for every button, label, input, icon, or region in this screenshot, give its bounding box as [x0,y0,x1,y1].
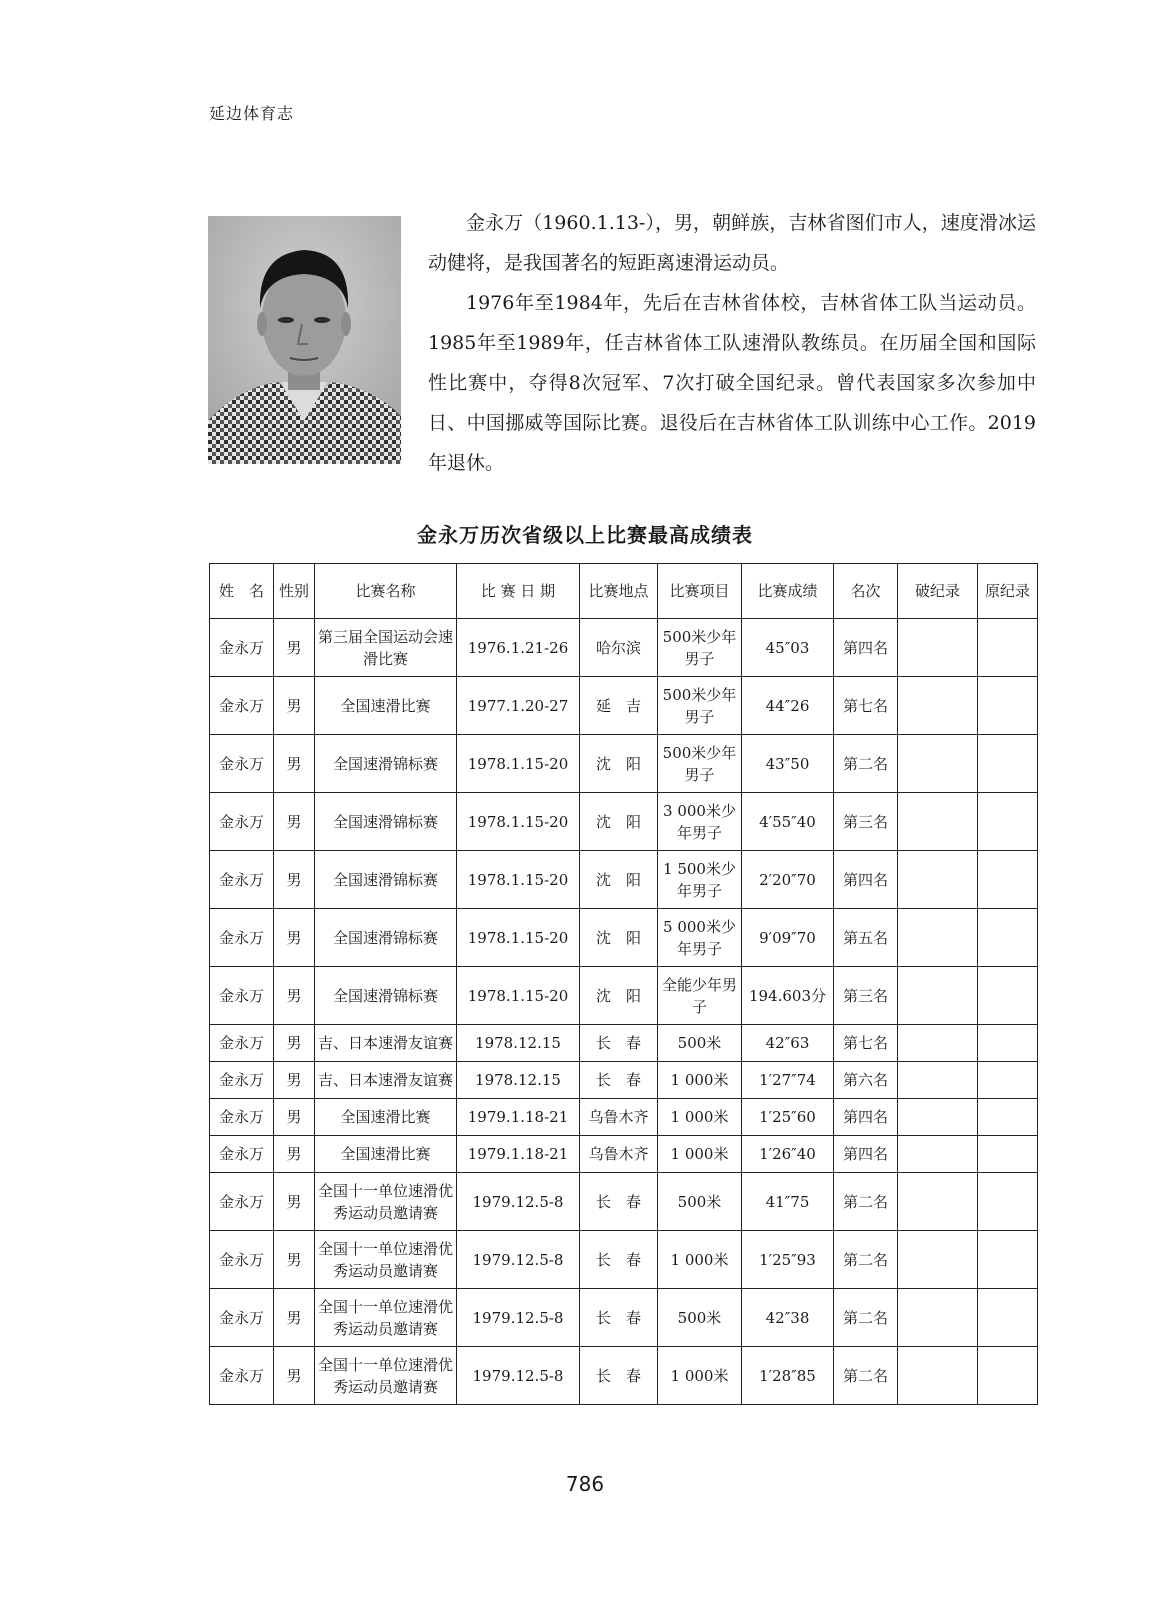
cell-result: 44″26 [742,677,834,735]
cell-competition: 全国速滑锦标赛 [315,793,457,851]
cell-broken-record [898,1136,978,1173]
header-gender: 性别 [274,564,315,619]
cell-rank: 第五名 [834,909,898,967]
cell-event: 1 000米 [658,1062,742,1099]
cell-competition: 吉、日本速滑友谊赛 [315,1025,457,1062]
cell-broken-record [898,851,978,909]
cell-result: 1′25″93 [742,1231,834,1289]
results-table [209,563,1038,1405]
cell-name: 金永万 [210,1289,274,1347]
cell-date: 1976.1.21-26 [457,619,580,677]
cell-event: 全能少年男子 [658,967,742,1025]
cell-result: 1′28″85 [742,1347,834,1405]
cell-name: 金永万 [210,793,274,851]
header-original-record: 原纪录 [978,564,1038,619]
cell-rank: 第二名 [834,1231,898,1289]
cell-gender: 男 [274,735,315,793]
page-number: 786 [565,1472,605,1496]
cell-broken-record [898,909,978,967]
cell-venue: 长 春 [580,1062,658,1099]
header-venue: 比赛地点 [580,564,658,619]
cell-original-record [978,619,1038,677]
cell-broken-record [898,1062,978,1099]
cell-venue: 沈 阳 [580,909,658,967]
cell-result: 9′09″70 [742,909,834,967]
table-row [210,619,1038,677]
cell-rank: 第四名 [834,619,898,677]
table-row [210,1347,1038,1405]
cell-original-record [978,851,1038,909]
running-header: 延边体育志 [209,104,295,123]
cell-date: 1979.12.5-8 [457,1231,580,1289]
portrait-photo [208,216,401,464]
cell-original-record [978,967,1038,1025]
table-row [210,1062,1038,1099]
cell-rank: 第三名 [834,793,898,851]
bio-paragraph: 金永万（1960.1.13-），男，朝鲜族，吉林省图们市人，速度滑冰运动健将，是我国著名的短距离速滑运动员。 [428,212,1036,274]
cell-gender: 男 [274,677,315,735]
header-competition: 比赛名称 [315,564,457,619]
cell-venue: 沈 阳 [580,851,658,909]
cell-event: 1 000米 [658,1099,742,1136]
cell-result: 42″63 [742,1025,834,1062]
table-row [210,1289,1038,1347]
cell-result: 4′55″40 [742,793,834,851]
cell-competition: 全国速滑锦标赛 [315,851,457,909]
header-broken-record: 破纪录 [898,564,978,619]
cell-competition: 全国十一单位速滑优秀运动员邀请赛 [315,1231,457,1289]
table-header-row [210,564,1038,619]
biography [428,203,1036,483]
table-row [210,909,1038,967]
table-row [210,677,1038,735]
cell-original-record [978,735,1038,793]
cell-date: 1979.1.18-21 [457,1136,580,1173]
cell-broken-record [898,677,978,735]
cell-name: 金永万 [210,735,274,793]
cell-name: 金永万 [210,1136,274,1173]
table-row [210,967,1038,1025]
cell-venue: 延 吉 [580,677,658,735]
cell-date: 1979.12.5-8 [457,1289,580,1347]
table-row [210,735,1038,793]
cell-name: 金永万 [210,1173,274,1231]
cell-event: 1 000米 [658,1136,742,1173]
cell-broken-record [898,967,978,1025]
cell-venue: 乌鲁木齐 [580,1136,658,1173]
cell-event: 500米少年男子 [658,677,742,735]
cell-name: 金永万 [210,1347,274,1405]
cell-original-record [978,1347,1038,1405]
cell-competition: 全国速滑锦标赛 [315,735,457,793]
header-date: 比 赛 日 期 [457,564,580,619]
cell-rank: 第二名 [834,1173,898,1231]
cell-gender: 男 [274,1062,315,1099]
cell-competition: 全国十一单位速滑优秀运动员邀请赛 [315,1173,457,1231]
cell-broken-record [898,1347,978,1405]
cell-rank: 第四名 [834,1099,898,1136]
cell-rank: 第四名 [834,851,898,909]
cell-rank: 第七名 [834,1025,898,1062]
cell-date: 1978.1.15-20 [457,851,580,909]
cell-date: 1978.12.15 [457,1025,580,1062]
cell-date: 1979.12.5-8 [457,1173,580,1231]
cell-event: 1 000米 [658,1231,742,1289]
cell-competition: 第三届全国运动会速滑比赛 [315,619,457,677]
cell-gender: 男 [274,1347,315,1405]
cell-broken-record [898,735,978,793]
cell-original-record [978,1289,1038,1347]
cell-gender: 男 [274,1173,315,1231]
cell-venue: 乌鲁木齐 [580,1099,658,1136]
cell-rank: 第七名 [834,677,898,735]
cell-original-record [978,1099,1038,1136]
cell-date: 1977.1.20-27 [457,677,580,735]
cell-date: 1978.1.15-20 [457,967,580,1025]
table-row [210,1173,1038,1231]
cell-name: 金永万 [210,1062,274,1099]
cell-name: 金永万 [210,677,274,735]
cell-original-record [978,1025,1038,1062]
cell-date: 1978.1.15-20 [457,793,580,851]
cell-gender: 男 [274,967,315,1025]
cell-event: 3 000米少年男子 [658,793,742,851]
cell-rank: 第四名 [834,1136,898,1173]
cell-original-record [978,793,1038,851]
bio-paragraph: 1976年至1984年，先后在吉林省体校，吉林省体工队当运动员。1985年至1989年，任吉林省体工队速滑队教练员。在历届全国和国际性比赛中，夺得8次冠军、7次打破全国纪录。曾代表国家多次参加中日、中国挪威等国际比赛。退役后在吉林省体工队训练中心工作。2019年退休。 [428,292,1036,474]
cell-broken-record [898,1025,978,1062]
cell-rank: 第二名 [834,735,898,793]
cell-original-record [978,909,1038,967]
cell-rank: 第二名 [834,1289,898,1347]
cell-original-record [978,1173,1038,1231]
cell-name: 金永万 [210,909,274,967]
cell-name: 金永万 [210,1025,274,1062]
cell-rank: 第六名 [834,1062,898,1099]
cell-broken-record [898,1231,978,1289]
cell-competition: 全国速滑比赛 [315,1099,457,1136]
cell-competition: 全国速滑锦标赛 [315,909,457,967]
cell-event: 1 500米少年男子 [658,851,742,909]
cell-venue: 哈尔滨 [580,619,658,677]
header-rank: 名次 [834,564,898,619]
cell-date: 1979.12.5-8 [457,1347,580,1405]
cell-competition: 全国十一单位速滑优秀运动员邀请赛 [315,1289,457,1347]
cell-event: 500米 [658,1289,742,1347]
cell-gender: 男 [274,851,315,909]
cell-event: 5 000米少年男子 [658,909,742,967]
cell-broken-record [898,1173,978,1231]
cell-result: 1′26″40 [742,1136,834,1173]
cell-venue: 长 春 [580,1231,658,1289]
cell-gender: 男 [274,1025,315,1062]
table-row [210,1099,1038,1136]
cell-date: 1978.12.15 [457,1062,580,1099]
cell-broken-record [898,1289,978,1347]
cell-name: 金永万 [210,619,274,677]
cell-event: 500米少年男子 [658,619,742,677]
table-title: 金永万历次省级以上比赛最高成绩表 [417,523,753,547]
cell-gender: 男 [274,1136,315,1173]
cell-competition: 全国速滑锦标赛 [315,967,457,1025]
cell-broken-record [898,793,978,851]
cell-venue: 长 春 [580,1347,658,1405]
cell-original-record [978,677,1038,735]
cell-result: 2′20″70 [742,851,834,909]
cell-broken-record [898,619,978,677]
header-name: 姓 名 [210,564,274,619]
cell-venue: 沈 阳 [580,793,658,851]
cell-competition: 全国速滑比赛 [315,1136,457,1173]
cell-broken-record [898,1099,978,1136]
cell-result: 42″38 [742,1289,834,1347]
cell-name: 金永万 [210,1231,274,1289]
header-event: 比赛项目 [658,564,742,619]
table-row [210,1025,1038,1062]
cell-rank: 第二名 [834,1347,898,1405]
cell-gender: 男 [274,793,315,851]
cell-event: 500米少年男子 [658,735,742,793]
table-row [210,1231,1038,1289]
cell-venue: 长 春 [580,1289,658,1347]
cell-result: 1′25″60 [742,1099,834,1136]
cell-result: 194.603分 [742,967,834,1025]
cell-name: 金永万 [210,851,274,909]
cell-original-record [978,1231,1038,1289]
cell-gender: 男 [274,619,315,677]
cell-rank: 第三名 [834,967,898,1025]
cell-gender: 男 [274,909,315,967]
cell-original-record [978,1062,1038,1099]
cell-gender: 男 [274,1099,315,1136]
cell-event: 500米 [658,1173,742,1231]
cell-date: 1978.1.15-20 [457,735,580,793]
cell-result: 1′27″74 [742,1062,834,1099]
cell-result: 41″75 [742,1173,834,1231]
table-row [210,851,1038,909]
cell-date: 1978.1.15-20 [457,909,580,967]
cell-gender: 男 [274,1289,315,1347]
table-row [210,1136,1038,1173]
cell-result: 43″50 [742,735,834,793]
cell-date: 1979.1.18-21 [457,1099,580,1136]
cell-original-record [978,1136,1038,1173]
cell-competition: 全国速滑比赛 [315,677,457,735]
cell-competition: 全国十一单位速滑优秀运动员邀请赛 [315,1347,457,1405]
cell-event: 1 000米 [658,1347,742,1405]
cell-event: 500米 [658,1025,742,1062]
cell-venue: 沈 阳 [580,735,658,793]
header-result: 比赛成绩 [742,564,834,619]
cell-name: 金永万 [210,967,274,1025]
cell-competition: 吉、日本速滑友谊赛 [315,1062,457,1099]
cell-gender: 男 [274,1231,315,1289]
cell-name: 金永万 [210,1099,274,1136]
cell-venue: 长 春 [580,1025,658,1062]
table-row [210,793,1038,851]
cell-result: 45″03 [742,619,834,677]
cell-venue: 长 春 [580,1173,658,1231]
cell-venue: 沈 阳 [580,967,658,1025]
